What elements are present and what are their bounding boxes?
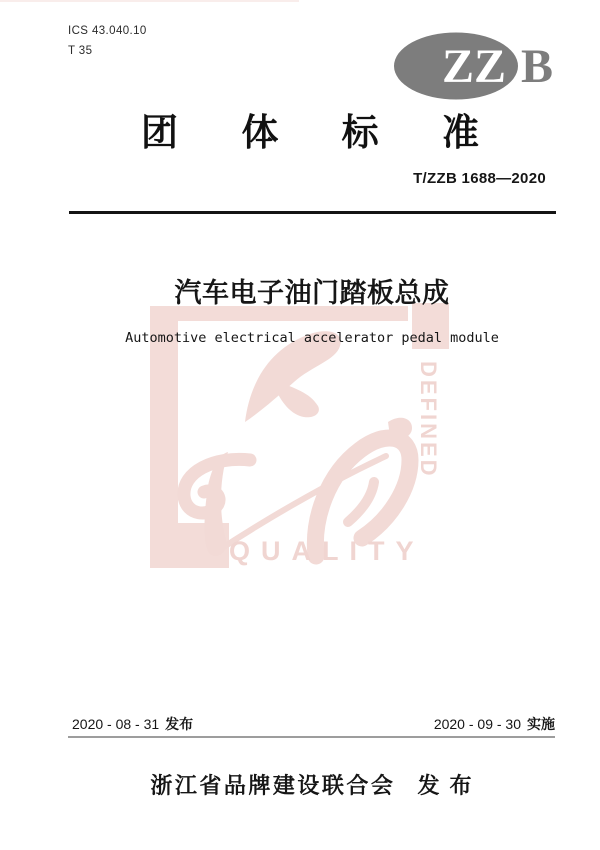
issue-date: 2020 - 08 - 31 — [72, 716, 160, 732]
zzb-logo-zz-text: ZZ — [441, 40, 507, 93]
header-title — [141, 114, 479, 151]
watermark-quality-text: QUALITY — [229, 536, 425, 566]
standard-number: T/ZZB 1688—2020 — [413, 170, 546, 187]
implement-date-group — [434, 714, 555, 734]
document-title-en: Automotive electrical accelerator pedal module — [125, 330, 499, 346]
header-rule — [69, 211, 556, 214]
footer-rule — [68, 736, 555, 738]
header-title-char-2: 体 — [241, 112, 279, 153]
watermark-defined-text: DEFINED — [416, 361, 441, 479]
ics-code: ICS 43.040.10 — [68, 25, 147, 37]
doc-class-code: T 35 — [68, 45, 93, 57]
header-title-char-3: 标 — [341, 112, 379, 153]
implement-date: 2020 - 09 - 30 — [433, 716, 521, 732]
publish-label: 发 布 — [417, 773, 474, 798]
publisher-name: 浙江省品牌建设联合会 — [150, 773, 396, 798]
issue-date-group — [72, 714, 193, 734]
issue-label: 发布 — [165, 716, 194, 732]
header-title-char-1: 团 — [141, 112, 178, 153]
implement-label: 实施 — [527, 716, 555, 732]
watermark-frame-bottom-line — [0, 0, 299, 2]
date-row — [72, 714, 555, 734]
publisher-row — [68, 769, 556, 800]
document-title-cn: 汽车电子油门踏板总成 — [174, 278, 450, 308]
header-title-char-4: 准 — [441, 112, 479, 153]
zzb-logo-b-text: B — [521, 40, 554, 93]
